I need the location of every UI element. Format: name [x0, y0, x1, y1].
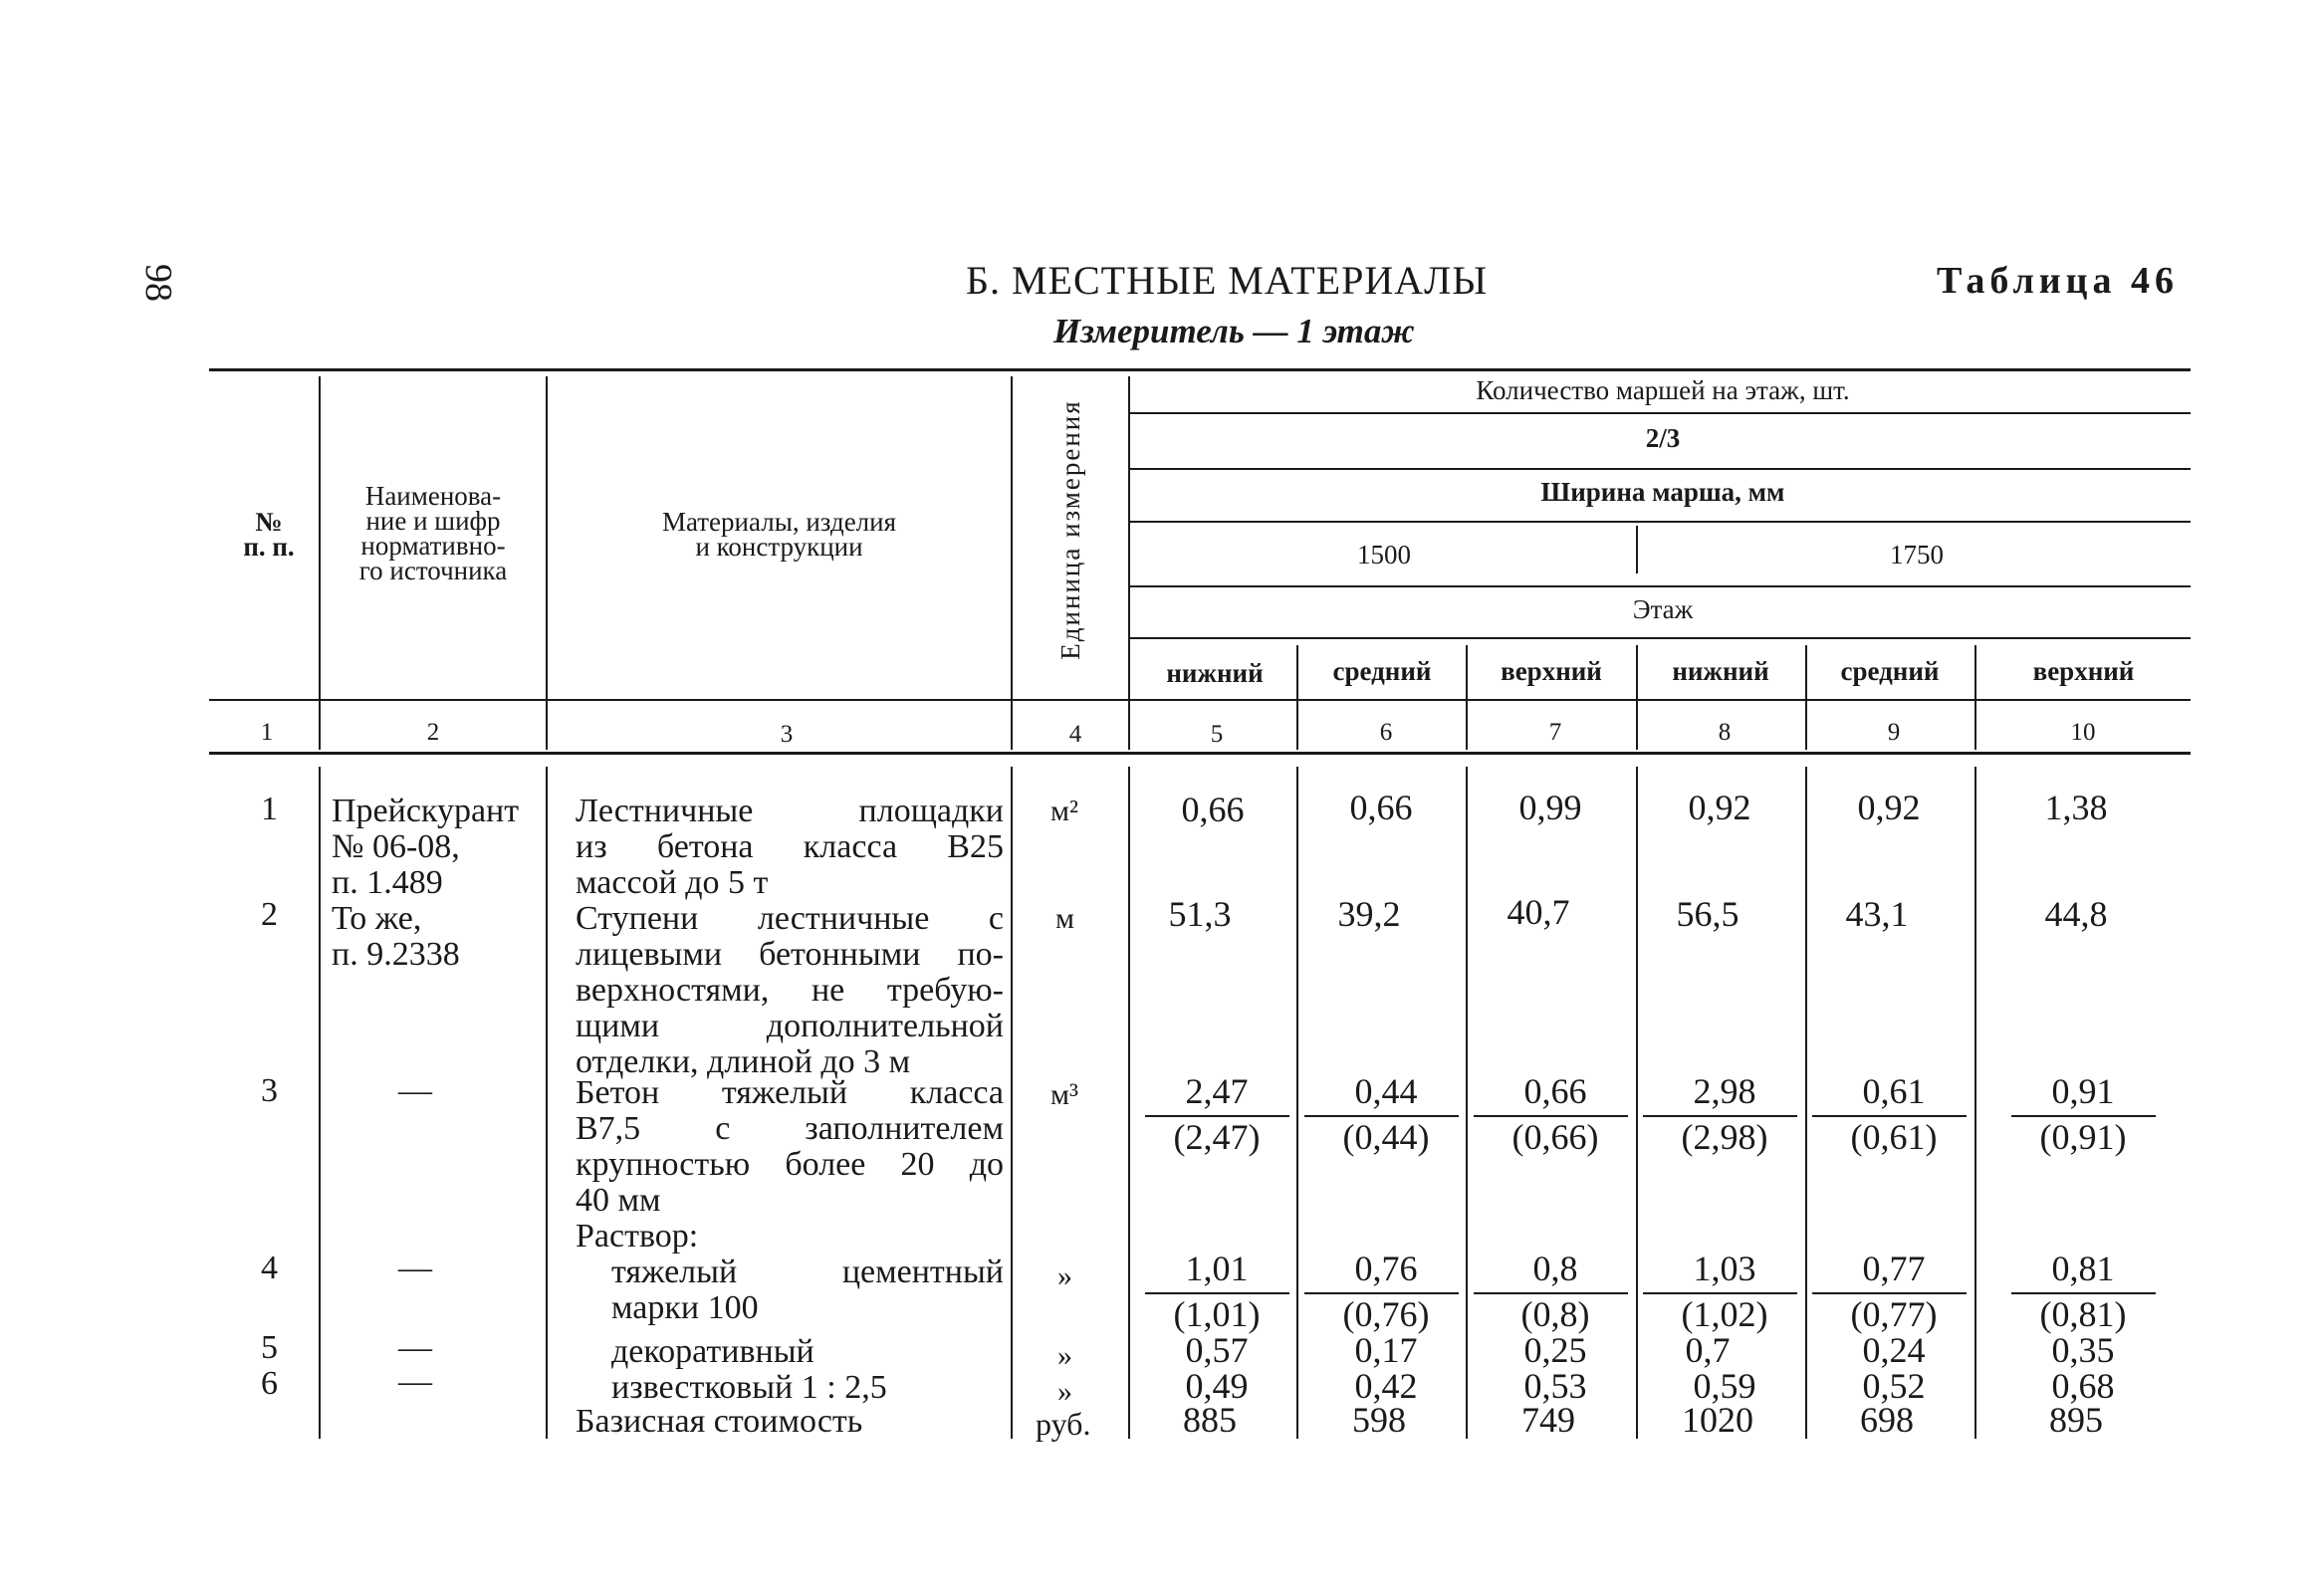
value-cell: 0,7	[1685, 1330, 1731, 1370]
vrule	[1296, 767, 1298, 1439]
value-cell: 0,17	[1354, 1330, 1418, 1370]
value-cell: 1,03	[1693, 1249, 1756, 1288]
header-text: го источника	[358, 556, 508, 585]
value-alt-cell: (1,02)	[1681, 1294, 1768, 1334]
source-line: Прейскурант	[332, 793, 520, 829]
value-cell: 0,91	[2051, 1071, 2115, 1111]
header-text: п. п.	[243, 532, 295, 562]
source-line: № 06-08,	[332, 828, 460, 865]
value-cell: 698	[1860, 1400, 1914, 1440]
value-cell: 0,68	[2051, 1366, 2115, 1406]
material-line: из бетона класса В25	[576, 828, 1004, 865]
col-number: 7	[1548, 719, 1562, 746]
unit-cell: м	[1055, 902, 1074, 935]
header-text: и конструкции	[695, 532, 863, 562]
value-cell: 51,3	[1168, 894, 1232, 934]
value-alt-cell: (0,8)	[1520, 1294, 1590, 1334]
material-cell	[576, 1075, 1004, 1183]
value-cell: 40,7	[1507, 892, 1570, 932]
floor-label: нижний	[1166, 658, 1264, 688]
value-alt-cell: (1,01)	[1173, 1294, 1261, 1334]
value-cell: 1,01	[1185, 1249, 1249, 1288]
vrule	[1636, 526, 1638, 573]
col-number: 5	[1210, 721, 1224, 748]
table-top-rule	[209, 368, 2191, 371]
group-title: Количество маршей на этаж, шт.	[1476, 375, 1850, 405]
value-cell: 0,92	[1688, 788, 1751, 827]
unit-cell: »	[1057, 1339, 1072, 1372]
material-line: Лестничные площадки	[576, 793, 1004, 829]
header-bottom-rule	[209, 699, 2191, 701]
page-number: 98	[137, 264, 179, 302]
col-number: 2	[426, 719, 440, 746]
value-alt-cell: (0,77)	[1850, 1294, 1938, 1334]
value-cell: 0,52	[1862, 1366, 1926, 1406]
source-dash: —	[398, 1072, 432, 1109]
colnum-bottom-rule	[209, 752, 2191, 755]
vrule	[1974, 645, 1976, 750]
header-text: №	[255, 507, 283, 537]
source-dash: —	[398, 1329, 432, 1366]
row-number: 5	[261, 1329, 278, 1366]
vrule	[1296, 645, 1298, 750]
header-text: Материалы, изделия	[661, 507, 897, 537]
source-dash: —	[398, 1250, 432, 1286]
header-text: ние и шифр	[365, 506, 501, 536]
header-col3	[553, 507, 1006, 562]
value-cell: 39,2	[1337, 894, 1401, 934]
measure-caption: Измеритель — 1 этаж	[1053, 312, 1415, 350]
width-title: Ширина марша, мм	[1540, 477, 1785, 507]
value-alt-cell: (0,44)	[1342, 1117, 1430, 1157]
material-cell	[576, 794, 1004, 865]
value-cell: 0,42	[1354, 1366, 1418, 1406]
header-col4-unit: Единица измерения	[1055, 399, 1085, 660]
material-line: 40 мм	[576, 1182, 661, 1219]
row-number: 4	[261, 1250, 278, 1286]
vrule	[1128, 767, 1130, 1439]
col-number: 3	[780, 721, 794, 748]
value-alt-cell: (2,98)	[1681, 1117, 1768, 1157]
col-number: 10	[2070, 719, 2096, 746]
value-cell: 0,53	[1523, 1366, 1587, 1406]
value-cell: 0,25	[1523, 1330, 1587, 1370]
header-text: Наименова-	[364, 481, 502, 511]
vrule	[1011, 376, 1013, 750]
floor-label: нижний	[1672, 656, 1769, 686]
unit-cell: »	[1057, 1375, 1072, 1408]
value-cell: 598	[1352, 1400, 1406, 1440]
value-cell: 0,61	[1862, 1071, 1926, 1111]
floor-label: средний	[1332, 656, 1432, 686]
source-dash: —	[398, 1363, 432, 1400]
value-cell: 749	[1521, 1400, 1575, 1440]
material-line: крупностью более 20 до	[576, 1146, 1004, 1183]
material-line: верхностями, не требую-	[576, 972, 1004, 1009]
value-cell: 44,8	[2044, 894, 2108, 934]
value-cell: 0,57	[1185, 1330, 1249, 1370]
value-alt-cell: (0,91)	[2039, 1117, 2127, 1157]
value-cell: 0,92	[1857, 788, 1921, 827]
floor-label: верхний	[1501, 656, 1602, 686]
source-cell	[332, 794, 519, 901]
row-number: 2	[261, 896, 278, 933]
vrule	[1636, 645, 1638, 750]
material-line: тяжелый цементный	[611, 1254, 1004, 1290]
material-line: известковый 1 : 2,5	[611, 1369, 887, 1406]
material-line: лицевыми бетонными по-	[576, 936, 1004, 973]
unit-cell: м³	[1050, 1078, 1078, 1111]
source-line: п. 9.2338	[332, 936, 460, 973]
header-text: нормативно-	[360, 531, 506, 561]
floor-label: верхний	[2032, 656, 2135, 686]
row-number: 1	[261, 791, 278, 827]
value-cell: 1,38	[2044, 788, 2108, 827]
value-cell: 0,99	[1518, 788, 1582, 827]
material-line: отделки, длиной до 3 м	[576, 1043, 911, 1080]
value-cell: 885	[1183, 1400, 1237, 1440]
vrule	[1128, 376, 1130, 750]
material-line: декоративный	[611, 1333, 814, 1370]
vrule	[1466, 645, 1468, 750]
solution-label: Раствор:	[576, 1218, 699, 1254]
header-col1	[224, 507, 314, 562]
value-cell: 0,76	[1354, 1249, 1418, 1288]
material-line: Бетон тяжелый класса	[576, 1074, 1004, 1111]
source-line: То же,	[332, 900, 422, 937]
value-cell: 0,59	[1693, 1366, 1756, 1406]
material-line: Базисная стоимость	[576, 1403, 863, 1440]
unit-cell: м²	[1050, 795, 1078, 827]
col-number: 8	[1718, 719, 1732, 746]
rule	[1130, 637, 2191, 639]
vrule	[1805, 645, 1807, 750]
section-title: Б. МЕСТНЫЕ МАТЕРИАЛЫ	[966, 258, 1489, 303]
material-cell	[576, 901, 1004, 1044]
value-alt-cell: (0,76)	[1342, 1294, 1430, 1334]
col-number: 1	[260, 719, 274, 746]
value-cell: 0,8	[1532, 1249, 1578, 1288]
floor-title: Этаж	[1632, 594, 1694, 624]
vrule	[319, 376, 321, 750]
source-line: п. 1.489	[332, 864, 443, 901]
value-cell: 0,66	[1181, 790, 1245, 829]
material-line: щими дополнительной	[576, 1008, 1004, 1044]
value-cell: 2,47	[1185, 1071, 1249, 1111]
row-number: 3	[261, 1072, 278, 1109]
material-line: марки 100	[611, 1289, 759, 1326]
width-1750: 1750	[1890, 540, 1944, 570]
group-value: 2/3	[1645, 423, 1681, 453]
value-cell: 43,1	[1845, 894, 1909, 934]
value-cell: 0,44	[1354, 1071, 1418, 1111]
vrule	[1466, 767, 1468, 1439]
value-alt-cell: (0,81)	[2039, 1294, 2127, 1334]
value-cell: 1020	[1682, 1400, 1753, 1440]
vrule	[1805, 767, 1807, 1439]
value-alt-cell: (0,66)	[1511, 1117, 1599, 1157]
unit-cell: »	[1057, 1259, 1072, 1292]
col-number: 6	[1379, 719, 1393, 746]
value-alt-cell: (0,61)	[1850, 1117, 1938, 1157]
value-cell: 0,66	[1523, 1071, 1587, 1111]
material-line: Ступени лестничные с	[576, 900, 1004, 937]
vrule	[546, 376, 548, 750]
value-alt-cell: (2,47)	[1173, 1117, 1261, 1157]
header-col2	[324, 481, 543, 585]
row-number: 6	[261, 1365, 278, 1402]
col-number: 9	[1887, 719, 1901, 746]
rule	[1130, 412, 2191, 414]
unit-cell: руб.	[1036, 1406, 1091, 1442]
value-cell: 895	[2049, 1400, 2103, 1440]
value-cell: 0,35	[2051, 1330, 2115, 1370]
table-label: Таблица 46	[1937, 260, 2180, 302]
source-cell	[332, 901, 460, 973]
value-cell: 0,49	[1185, 1366, 1249, 1406]
vrule	[319, 767, 321, 1439]
value-cell: 0,81	[2051, 1249, 2115, 1288]
width-1500: 1500	[1357, 540, 1411, 570]
vrule	[546, 767, 548, 1439]
vrule	[1011, 767, 1013, 1439]
col-number: 4	[1068, 721, 1082, 748]
floor-label: средний	[1840, 656, 1940, 686]
rule	[1130, 521, 2191, 523]
value-cell: 0,66	[1349, 788, 1413, 827]
rule	[1130, 585, 2191, 587]
value-cell: 56,5	[1676, 894, 1740, 934]
material-line: массой до 5 т	[576, 864, 769, 901]
value-cell: 2,98	[1693, 1071, 1756, 1111]
rule	[1130, 468, 2191, 470]
value-cell: 0,77	[1862, 1249, 1926, 1288]
value-cell: 0,24	[1862, 1330, 1926, 1370]
material-line: В7,5 с заполнителем	[576, 1110, 1004, 1147]
vrule	[1974, 767, 1976, 1439]
